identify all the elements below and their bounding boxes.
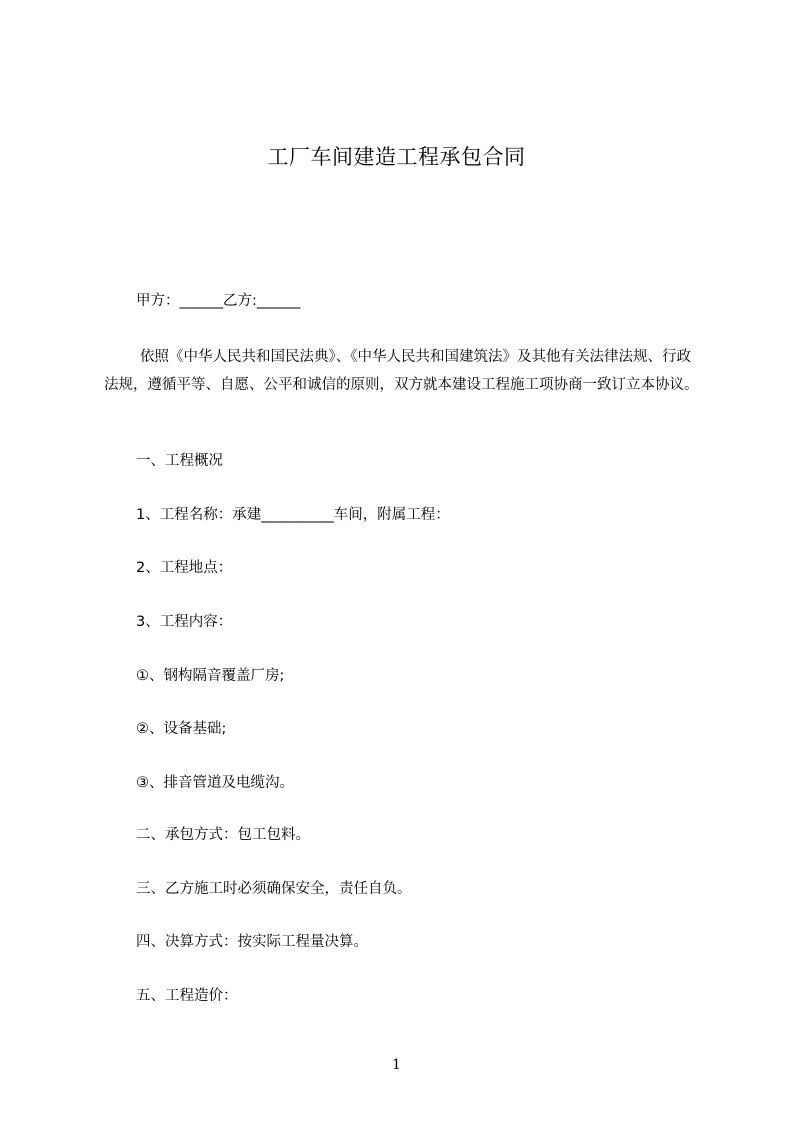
section-project-cost: 五、工程造价： <box>136 988 238 1004</box>
parties-line: 甲方：______乙方:______ <box>136 293 301 309</box>
section-settlement: 四、决算方式：按实际工程量决算。 <box>136 934 368 950</box>
document-title: 工厂车间建造工程承包合同 <box>267 145 526 169</box>
clause-project-name: 1、工程名称：承建__________车间，附属工程： <box>136 507 450 523</box>
list-item: ①、钢构隔音覆盖厂房; <box>136 668 285 684</box>
clause-project-location: 2、工程地点： <box>136 560 233 576</box>
page-number: 1 <box>392 1057 401 1073</box>
section-heading-overview: 一、工程概况 <box>136 453 223 469</box>
list-item: ③、排音管道及电缆沟。 <box>136 775 294 791</box>
section-contract-method: 二、承包方式：包工包料。 <box>136 827 310 843</box>
section-safety: 三、乙方施工时必须确保安全，责任自负。 <box>136 881 412 897</box>
clause-project-content: 3、工程内容： <box>136 614 233 630</box>
intro-paragraph-text: 依照《中华人民共和国民法典》、《中华人民共和国建筑法》及其他有关法律法规、行政法规，遵循平等、自愿、公平和诚信的原则，双方就本建设工程施工项协商一致订立本协议。 <box>104 349 699 393</box>
list-item: ②、设备基础; <box>136 721 227 737</box>
intro-paragraph <box>104 343 704 399</box>
